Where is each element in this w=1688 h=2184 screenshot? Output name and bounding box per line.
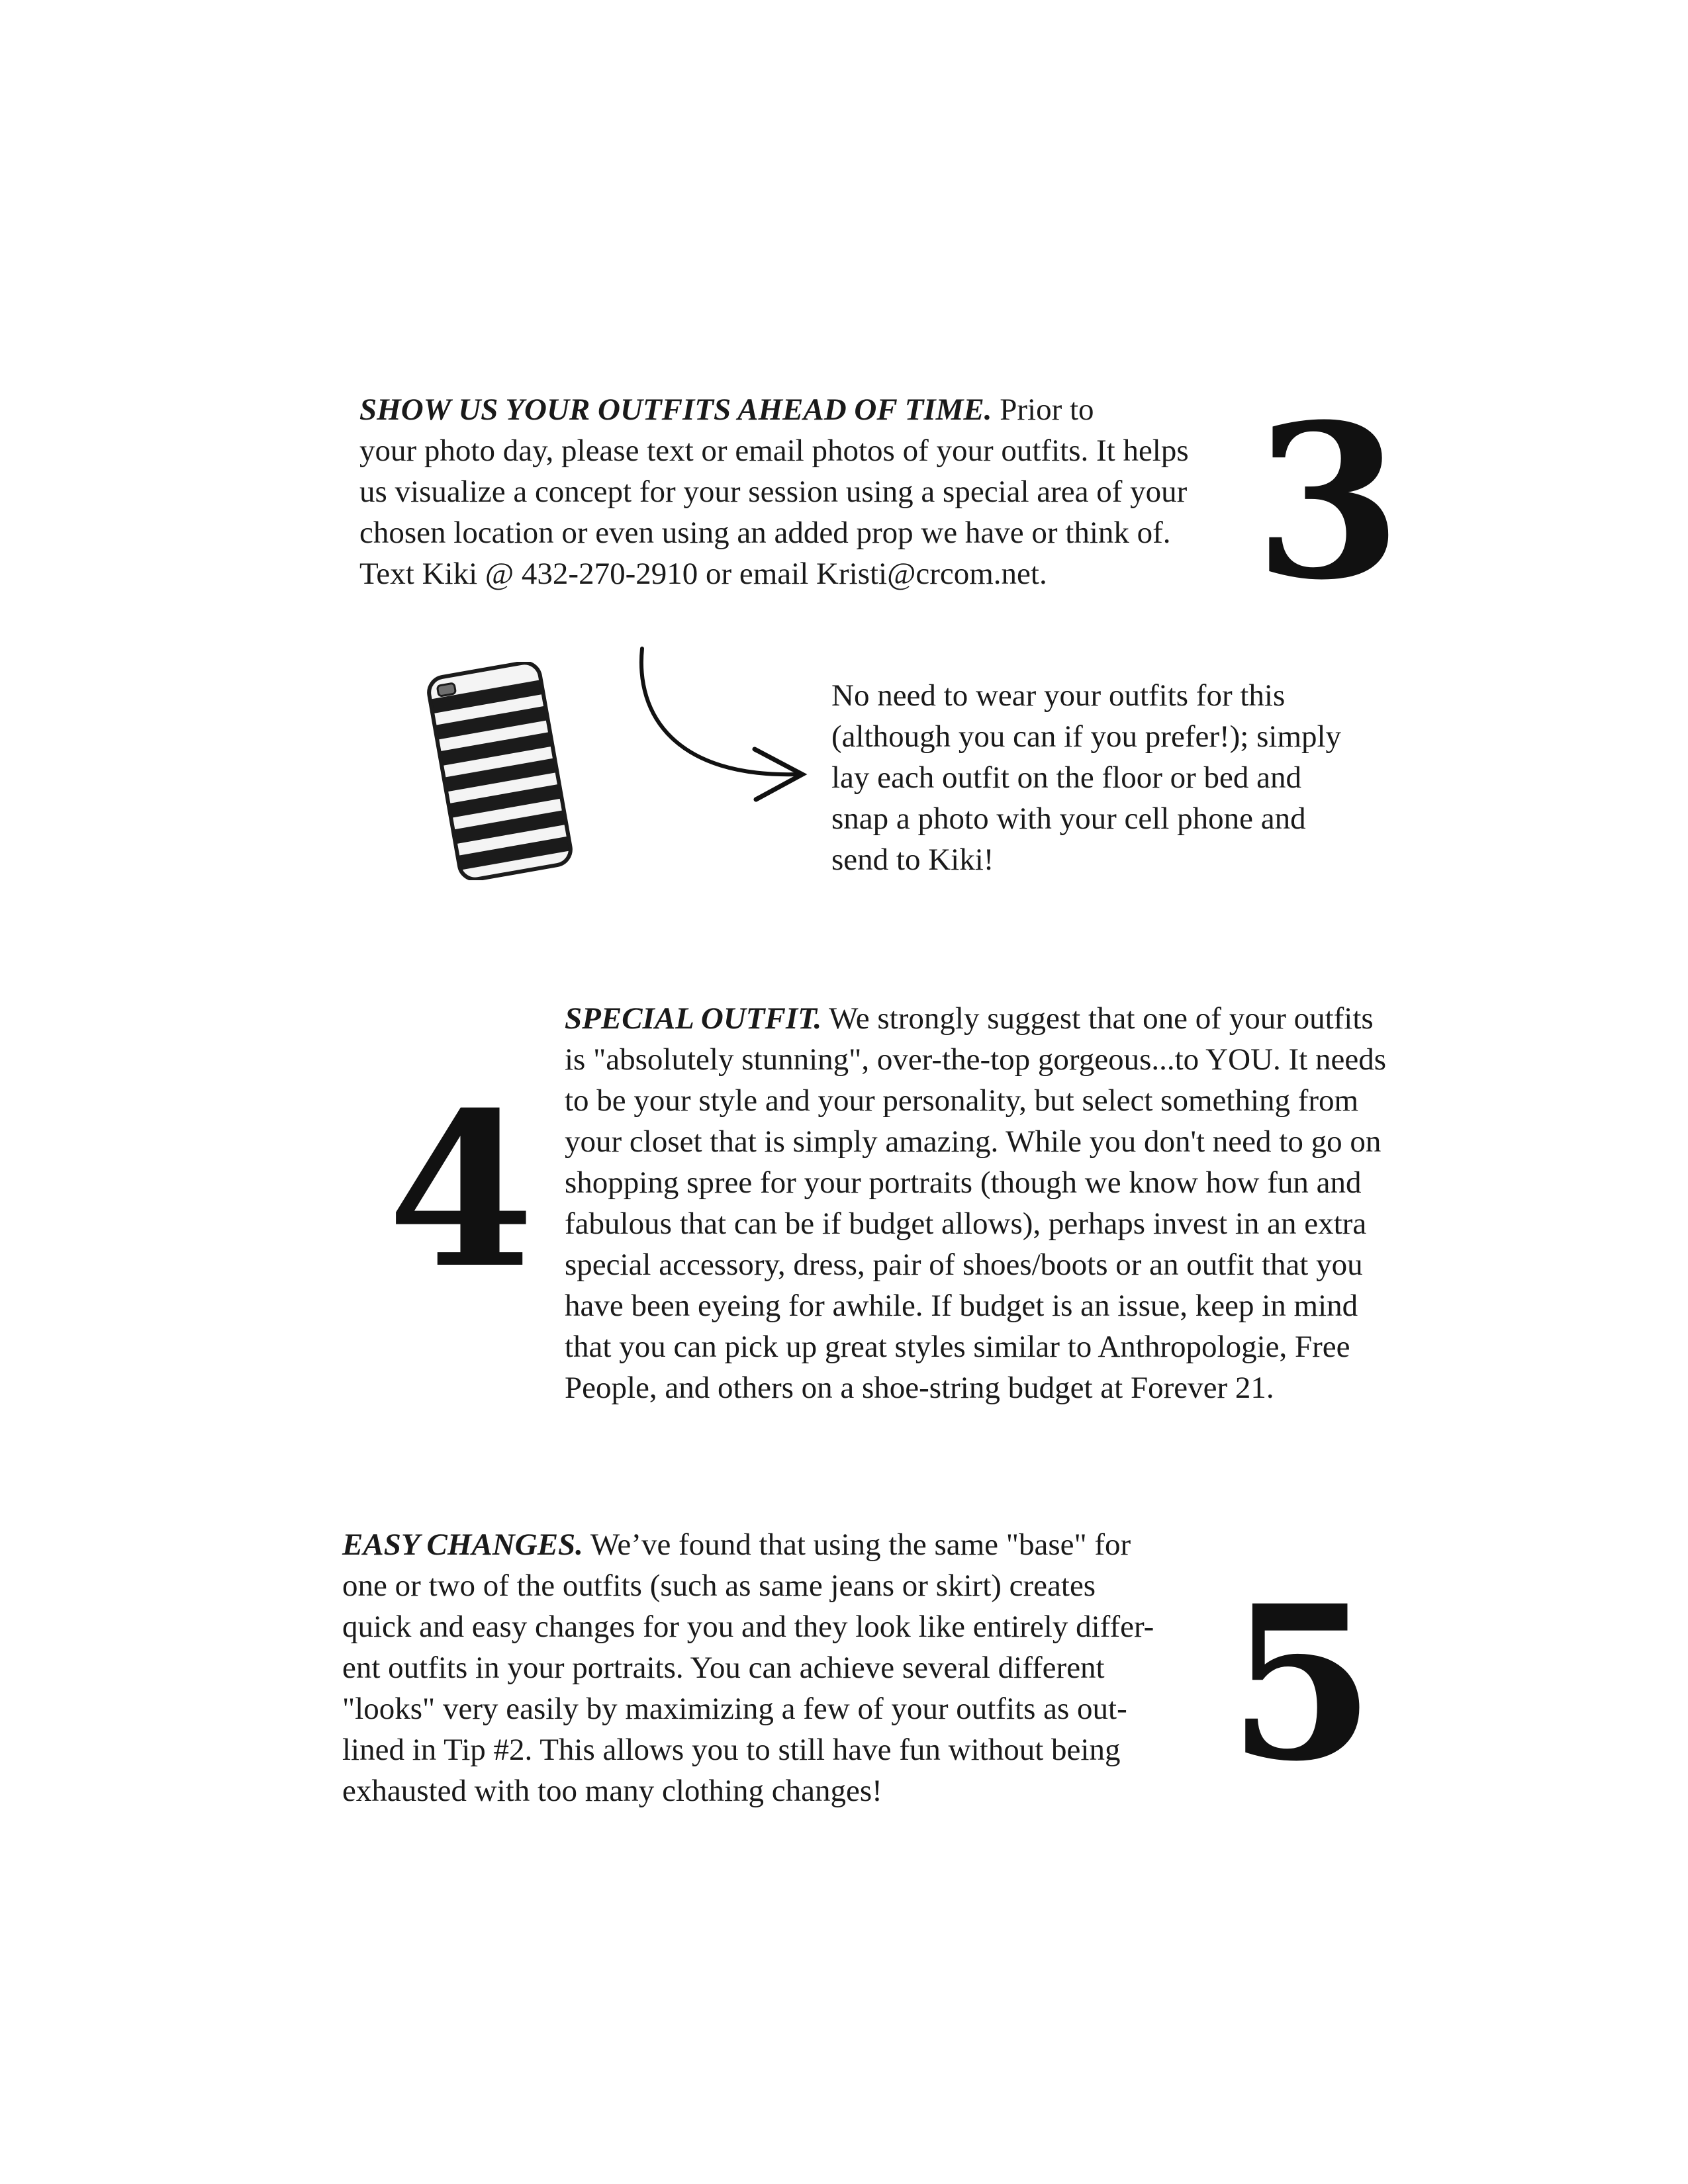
tip-5-line: "looks" very easily by maximizing a few of your outfits as out- [342,1692,1127,1726]
tip-4-line: We strongly suggest that one of your outfits [821,1001,1374,1036]
tip-4-line: fabulous that can be if budget allows), perhaps invest in an extra [565,1206,1367,1241]
tip-5-line: ent outfits in your portraits. You can achieve several different [342,1651,1105,1685]
phone-note-text [831,675,1341,880]
tip-5-line: lined in Tip #2. This allows you to still have fun without being [342,1733,1121,1767]
tip-3-first-line [359,389,1189,430]
tip-4-line: is "absolutely stunning", over-the-top gorgeous...to YOU. It needs [565,1042,1386,1077]
tip-3-line: us visualize a concept for your session using a special area of your [359,475,1188,509]
tip-5-number: 5 [1228,1560,1376,1808]
tip-4-line: have been eyeing for awhile. If budget is an issue, keep in mind [565,1289,1358,1323]
tip-3-text [359,389,1189,594]
tip-5-line: one or two of the outfits (such as same jeans or skirt) creates [342,1569,1096,1603]
phone-note-line: lay each outfit on the floor or bed and [831,760,1301,795]
tip-4-text [565,998,1386,1408]
tip-4-number: 4 [387,1067,535,1315]
tip-4-line: shopping spree for your portraits (though we know how fun and [565,1165,1362,1200]
tip-5-first-line [342,1524,1154,1565]
phone-note-line: send to Kiki! [831,842,994,877]
phone-note-line: snap a photo with your cell phone and [831,801,1306,836]
tip-4-line: your closet that is simply amazing. While you don't need to go on [565,1124,1382,1159]
tip-3-line: Text Kiki @ 432-270-2910 or email Kristi@crcom.net. [359,557,1047,591]
curved-arrow-icon [629,642,814,821]
tip-5-line: quick and easy changes for you and they look like entirely differ- [342,1610,1154,1644]
tip-3-line: your photo day, please text or email photos of your outfits. It helps [359,433,1189,468]
tip-4-line: that you can pick up great styles similar to Anthropologie, Free [565,1330,1350,1364]
tip-4-line: special accessory, dress, pair of shoes/boots or an outfit that you [565,1248,1363,1282]
tip-5-line: exhausted with too many clothing changes! [342,1774,882,1808]
tip-5-text [342,1524,1154,1811]
striped-phone-case-icon [424,662,576,880]
tip-4-heading: SPECIAL OUTFIT. [565,1001,822,1036]
tip-4-first-line [565,998,1386,1039]
phone-note-line: (although you can if you prefer!); simply [831,719,1342,754]
tip-3-heading: SHOW US YOUR OUTFITS AHEAD OF TIME. [359,392,992,427]
tip-5-heading: EASY CHANGES. [342,1527,583,1562]
tip-4-line: to be your style and your personality, but select something from [565,1083,1359,1118]
tip-3-line: chosen location or even using an added prop we have or think of. [359,516,1171,550]
tip-3-number: 3 [1254,379,1402,627]
tip-5-line: We’ve found that using the same "base" for [583,1527,1131,1562]
tip-3-line: Prior to [992,392,1094,427]
tip-4-line: People, and others on a shoe-string budget at Forever 21. [565,1371,1274,1405]
phone-note-line: No need to wear your outfits for this [831,678,1286,713]
